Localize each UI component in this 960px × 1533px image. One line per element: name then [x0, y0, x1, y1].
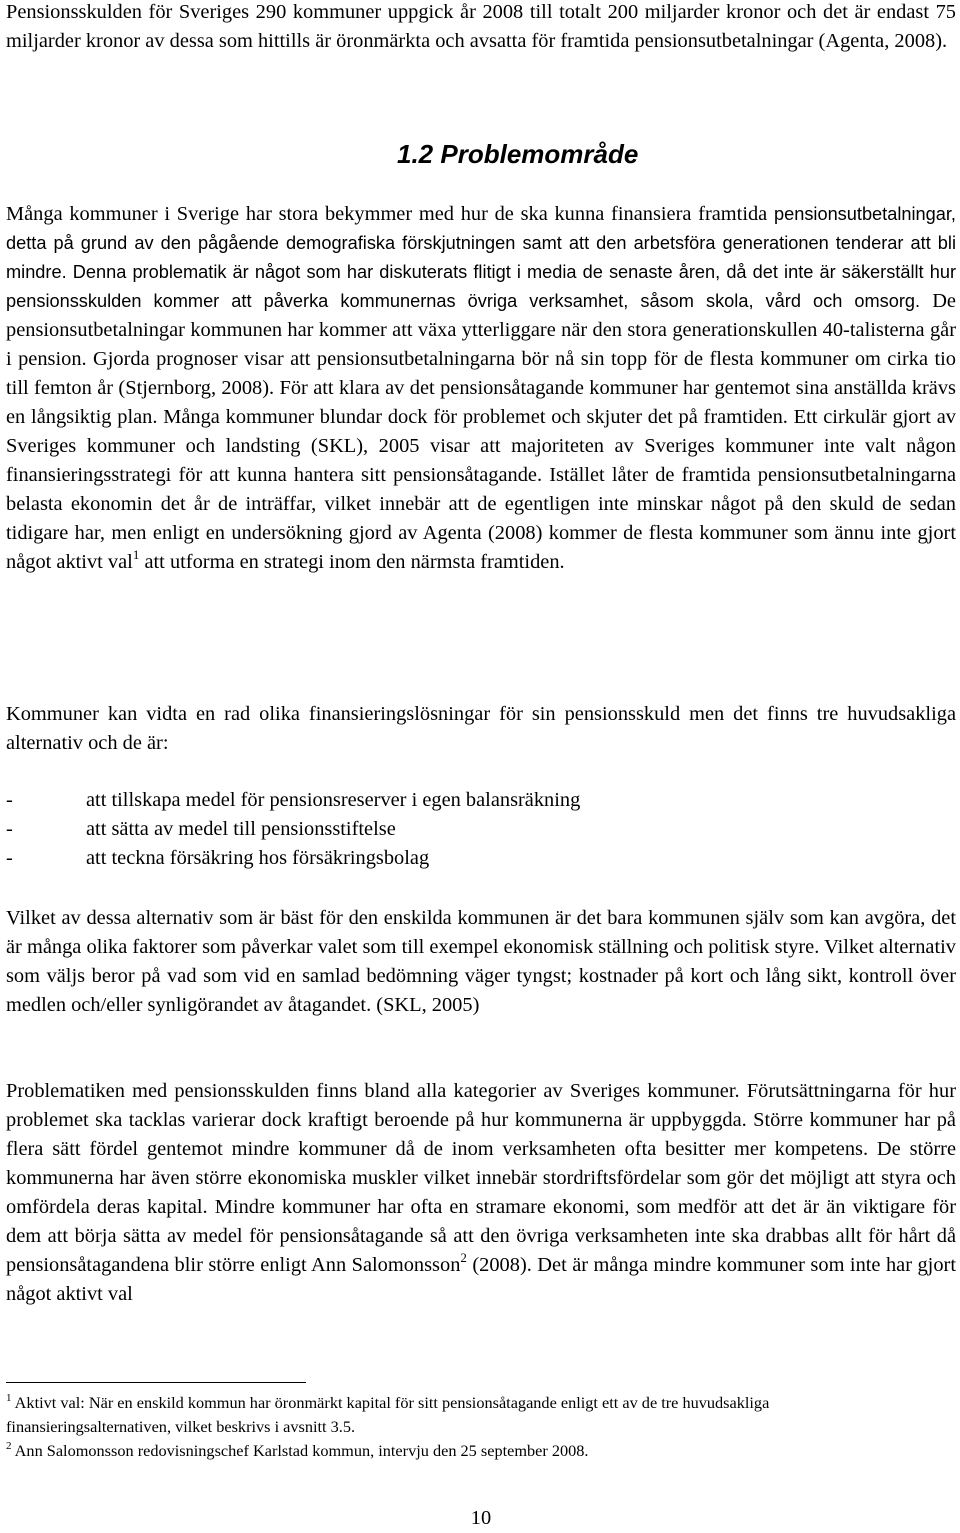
- page-number: 10: [470, 1507, 492, 1529]
- paragraph-problematics: [6, 1077, 956, 1309]
- list-item-text: att sätta av medel till pensionsstiftelse: [86, 818, 396, 840]
- list-dash: -: [6, 818, 13, 840]
- paragraph-problem-cont: De pensionsutbetalningar kommunen har kommer att växa ytterliggare när den stora generationskullen 40-talisterna går i pension. Gjorda prognoser visar att pensionsutbetalningarna bör nå sin topp för de flesta kommuner om cirka tio till femton år (Stjernborg, 2008). För att klara av det pensionsåtagande kommuner har gentemot sina anställda krävs en långsiktig plan. Många kommuner blundar dock för problemet och skjuter det på framtiden. Ett cirkulär gjort av Sveriges kommuner och landsting (SKL), 2005 visar att majoriteten av Sveriges kommuner inte valt någon finansieringsstrategi för att kunna hantera sitt pensionsåtagande. Istället låter de framtida pensionsutbetalningarna belasta ekonomin det år de inträffar, vilket innebär att de egentligen inte minskar något på den skuld de sedan tidigare har, men enligt en undersökning gjord av Agenta (2008) kommer de flesta kommuner som ännu inte gjort något aktivt val: [6, 290, 956, 573]
- paragraph-choice: Vilket av dessa alternativ som är bäst för den enskilda kommunen är det bara kommunen själv som kan avgöra, det är många olika faktorer som påverkar valet som till exempel ekonomisk ställning och politisk styre. Vilket alternativ som väljs beror på vad som vid en samlad bedömning väger tyngst; kostnader på kort och lång sikt, kontroll över medlen och/eller synligörandet av åtagandet. (SKL, 2005): [6, 907, 956, 1016]
- list-item-text: att tillskapa medel för pensionsreserver i egen balansräkning: [86, 789, 581, 811]
- list-dash: -: [6, 789, 13, 811]
- footnote-mark: 2: [6, 1440, 12, 1452]
- paragraph-problem-end: att utforma en strategi inom den närmsta framtiden.: [144, 551, 565, 573]
- footnote-1: [6, 1391, 906, 1439]
- footnote-mark: 1: [6, 1392, 12, 1404]
- list-item: [6, 786, 580, 815]
- section-title: Problemområde: [440, 139, 639, 169]
- intro-paragraph: Pensionsskulden för Sveriges 290 kommuner uppgick år 2008 till totalt 200 miljarder kronor och det är endast 75 miljarder kronor av dessa som hittills är öronmärkta och avsatta för framtida pensionsutbetalningar (Agenta, 2008).: [6, 1, 956, 52]
- list-item: [6, 815, 580, 844]
- list-dash: -: [6, 847, 13, 869]
- footnote-text: Ann Salomonsson redovisningschef Karlstad kommun, intervju den 25 september 2008.: [14, 1441, 589, 1460]
- footnote-2: [6, 1439, 906, 1463]
- footnote-ref-2: 2: [460, 1250, 467, 1265]
- paragraph-problematics-text: Problematiken med pensionsskulden finns bland alla kategorier av Sveriges kommuner. Förutsättningarna för hur problemet ska tacklas varierar dock kraftigt beroende på hur kommunerna är uppbyggda. Större kommuner har på flera sätt fördel gentemot mindre kommuner då de inom verksamheten ofta besitter mer kompetens. De större kommunerna har även större ekonomiska muskler vilket innebär stordriftsfördelar som gör det möjligt att styra och omfördela deras kapital. Mindre kommuner har ofta en stramare ekonomi, som medför att det är än viktigare för dem att börja sätta av medel för pensionsåtagande så att den övriga verksamheten inte ska drabbas allt för hårt då pensionsåtagandena blir större enligt Ann Salomonsson: [6, 1080, 956, 1276]
- paragraph-problem-line1: Många kommuner i Sverige har stora bekymmer med hur de ska kunna finansiera framtida: [6, 203, 768, 225]
- section-number: 1.2: [397, 139, 434, 169]
- footnote-ref-1: 1: [132, 547, 140, 562]
- alternatives-list: [6, 786, 580, 873]
- footnotes: [6, 1391, 906, 1463]
- paragraph-problem: [6, 200, 956, 577]
- list-item-text: att teckna försäkring hos försäkringsbolag: [86, 847, 430, 869]
- section-heading: [6, 137, 638, 171]
- paragraph-problematics-end: (2008). Det är många mindre kommuner som inte har gjort något aktivt val: [6, 1254, 956, 1305]
- paragraph-problem-sans: pensionsutbetalningar, detta på grund av den pågående demografiska förskjutningen samt att den arbetsföra generationen tenderar att bli mindre. Denna problematik är något som har diskuterats flitigt i media de senaste åren, då det inte är säkerställt hur pensionsskulden kommer att påverka kommunernas övriga verksamhet, såsom skola, vård och omsorg.: [6, 204, 956, 311]
- footnote-text: Aktivt val: När en enskild kommun har öronmärkt kapital för sitt pensionsåtagande enligt ett av de tre huvudsakliga finansieringsalternativen, vilket beskrivs i avsnitt 3.5.: [6, 1393, 770, 1436]
- paragraph-alternatives: Kommuner kan vidta en rad olika finansieringslösningar för sin pensionsskuld men det finns tre huvudsakliga alternativ och de är:: [6, 703, 956, 754]
- footnote-divider: [6, 1382, 306, 1383]
- list-item: [6, 844, 580, 873]
